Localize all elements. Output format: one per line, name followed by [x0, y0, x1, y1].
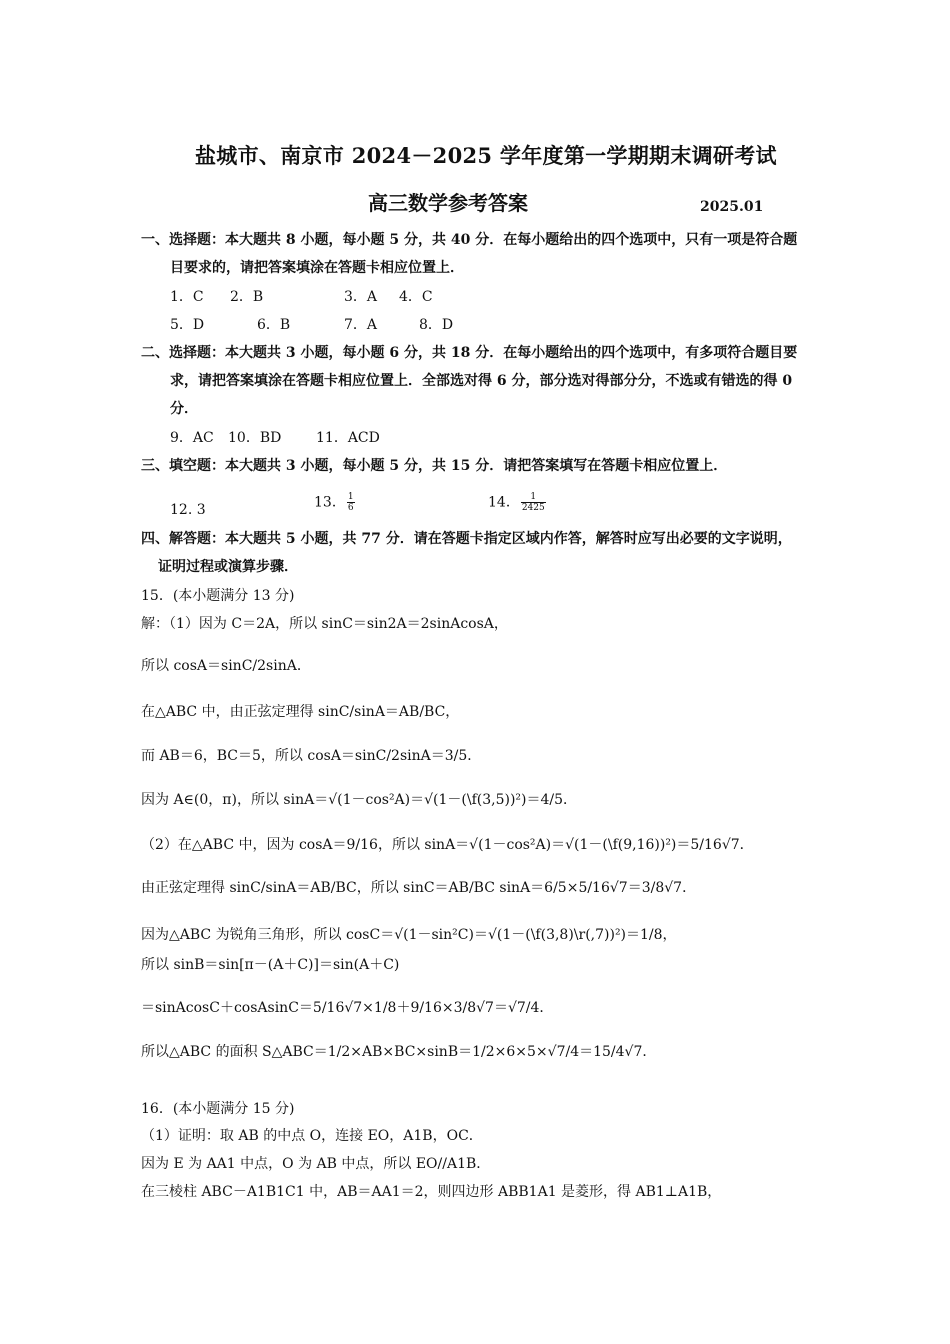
- answer-11: 11．ACD: [316, 430, 380, 446]
- section4-heading: 四、解答题：本大题共 5 小题，共 77 分．请在答题卡指定区域内作答，解答时应写出必要的文字说明，: [141, 531, 792, 547]
- answer-key-title: 高三数学参考答案: [368, 191, 528, 215]
- q15-line: 而 AB＝6，BC＝5，所以 cosA＝sinC/2sinA＝3/5．: [141, 748, 482, 764]
- exam-date: 2025.01: [700, 199, 764, 215]
- q15-line: 所以△ABC 的面积 S△ABC＝1/2×AB×BC×sinB＝1/2×6×5×√7/4＝15/4√7．: [141, 1044, 657, 1060]
- answer-3: 3．A: [344, 289, 378, 305]
- answer-5: 5．D: [170, 317, 205, 333]
- q15-title: 15．(本小题满分 13 分): [141, 588, 295, 604]
- section2-heading-end: 分．: [170, 401, 198, 417]
- q16-line: 因为 E 为 AA1 中点，O 为 AB 中点，所以 EO//A1B．: [141, 1156, 491, 1172]
- answer-7: 7．A: [344, 317, 378, 333]
- q16-line: （1）证明：取 AB 的中点 O，连接 EO，A1B，OC．: [141, 1128, 483, 1144]
- answer-10: 10．BD: [228, 430, 282, 446]
- answer-6: 6．B: [257, 317, 291, 333]
- answer-14: 14． $\frac{1}{2425}$: [488, 492, 545, 513]
- section4-heading-cont: 证明过程或演算步骤．: [158, 559, 298, 575]
- q15-line: 由正弦定理得 sinC/sinA＝AB/BC，所以 sinC＝AB/BC sinA＝6/5×5/16√7＝3/8√7．: [141, 880, 697, 896]
- section3-heading: 三、填空题：本大题共 3 小题，每小题 5 分，共 15 分．请把答案填写在答题卡相应位置上．: [141, 458, 728, 474]
- q15-line: （2）在△ABC 中，因为 cosA＝9/16，所以 sinA＝√(1－cos²A)＝√(1－(\f(9,16))²)＝5/16√7．: [141, 837, 754, 853]
- exam-title: 盐城市、南京市 2024－2025 学年度第一学期期末调研考试: [195, 143, 777, 168]
- q15-line: 解：（1）因为 C＝2A，所以 sinC＝sin2A＝2sinAcosA，: [141, 616, 508, 632]
- q15-line: ＝sinAcosC＋cosAsinC＝5/16√7×1/8＋9/16×3/8√7＝√7/4．: [141, 1000, 554, 1016]
- section2-heading-cont: 求，请把答案填涂在答题卡相应位置上．全部选对得 6 分，部分选对得部分分，不选或有错选的得 0: [170, 373, 793, 389]
- answer-9: 9．AC: [170, 430, 214, 446]
- answer-1: 1．C: [170, 289, 204, 305]
- answer-13: 13． $\frac{1}{6}$: [314, 492, 354, 513]
- answer-2: 2．B: [230, 289, 264, 305]
- q15-line: 在△ABC 中，由正弦定理得 sinC/sinA＝AB/BC，: [141, 704, 460, 720]
- section1-heading: 一、选择题：本大题共 8 小题，每小题 5 分，共 40 分．在每小题给出的四个选项中，只有一项是符合题: [141, 232, 798, 248]
- section2-heading: 二、选择题：本大题共 3 小题，每小题 6 分，共 18 分．在每小题给出的四个选项中，有多项符合题目要: [141, 345, 798, 361]
- answer-4: 4．C: [399, 289, 433, 305]
- q15-line: 因为△ABC 为锐角三角形，所以 cosC＝√(1－sin²C)＝√(1－(\f(3,8)\r(,7))²)＝1/8，: [141, 927, 677, 943]
- q16-line: 在三棱柱 ABC－A1B1C1 中，AB＝AA1＝2，则四边形 ABB1A1 是菱形，得 AB1⊥A1B，: [141, 1184, 722, 1200]
- q15-line: 所以 sinB＝sin[π－(A＋C)]＝sin(A＋C): [141, 957, 400, 973]
- q15-line: 所以 cosA＝sinC/2sinA．: [141, 658, 311, 674]
- q15-line: 因为 A∈(0，π)，所以 sinA＝√(1－cos²A)＝√(1－(\f(3,5))²)＝4/5．: [141, 792, 578, 808]
- answer-8: 8．D: [419, 317, 454, 333]
- answer-13-fraction: $\frac{1}{6}$: [347, 492, 354, 513]
- answer-12: 12. 3: [170, 502, 206, 518]
- section1-heading-cont: 目要求的，请把答案填涂在答题卡相应位置上．: [170, 260, 464, 276]
- q16-title: 16．(本小题满分 15 分): [141, 1101, 295, 1117]
- answer-14-fraction: $\frac{1}{2425}$: [521, 492, 545, 513]
